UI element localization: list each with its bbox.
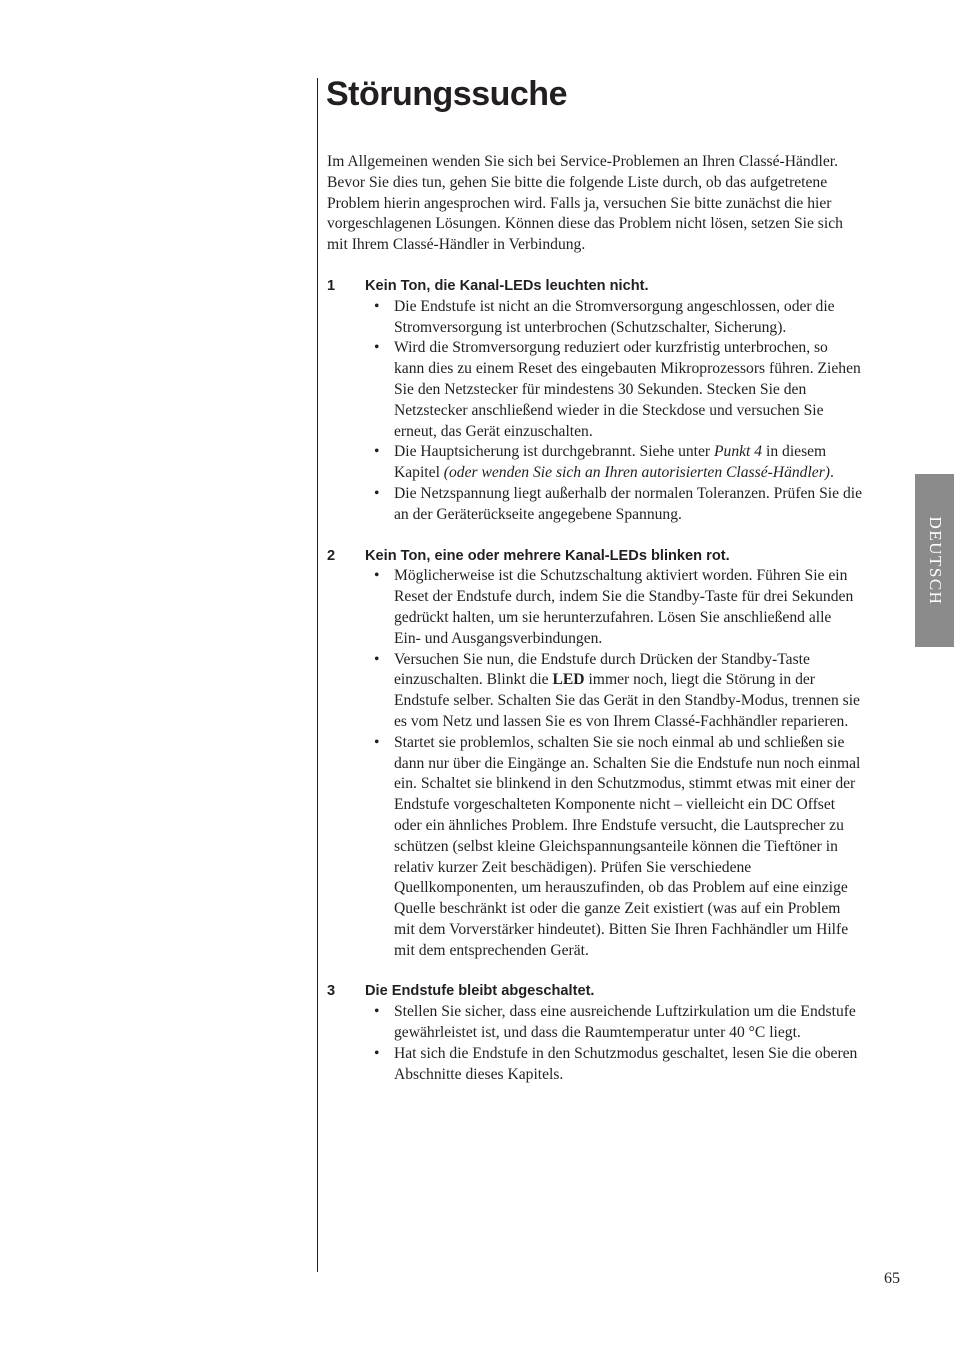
dealer-note: (oder wenden Sie sich an Ihren autorisierten Classé-Händler) [443,464,830,482]
intro-paragraph: Im Allgemeinen wenden Sie sich bei Service-Problemen an Ihren Classé-Händler. Bevor Sie dies tun, gehen Sie bitte die folgende Liste durch, ob das aufgetretene Problem hierin angesprochen wird. Falls ja, versuchen Sie bitte zunächst die hier vorgeschlagenen Lösungen. Können diese das Problem nicht lösen, setzen Sie sich mit Ihrem Classé-Händler in Verbindung. [327,153,843,254]
bullet-icon: • [374,733,380,751]
bullet-icon: • [374,297,380,315]
bullet-list [327,1002,862,1085]
section-3 [327,981,862,1085]
list-item: • Wird die Stromversorgung reduziert oder kurzfristig unterbrochen, so kann dies zu einem Reset des eingebauten Mikroprozessors führen. Ziehen Sie den Netzstecker für mindestens 30 Sekunden. Stecken Sie den Netzstecker anschließend wieder in die Steckdose und versuchen Sie erneut, das Gerät einzuschalten. [374,339,861,440]
list-item: • Die Hauptsicherung ist durchgebrannt. Siehe unter Punkt 4 in diesem Kapitel (oder wenden Sie sich an Ihren autorisierten Classé-Händler). [374,443,834,482]
section-title: Die Endstufe bleibt abgeschaltet. [365,983,595,1000]
section-number: 2 [327,547,336,564]
bullet-icon: • [374,650,380,668]
bullet-icon: • [374,339,380,357]
bullet-icon: • [374,484,380,502]
language-tab-label: DEUTSCH [925,516,945,605]
section-number: 1 [327,277,336,294]
list-item: • Die Netzspannung liegt außerhalb der normalen Toleranzen. Prüfen Sie die an der Geräterückseite angegebene Spannung. [374,484,863,523]
bullet-icon: • [374,1044,380,1062]
section-heading [327,981,862,1002]
section-heading [327,546,862,567]
section-1 [327,276,862,526]
bullet-icon: • [374,1003,380,1021]
vertical-rule [317,78,318,1272]
bullet-list [327,297,862,526]
cross-reference: Punkt 4 [714,443,763,461]
main-content [327,152,862,1105]
list-item: • Versuchen Sie nun, die Endstufe durch Drücken der Standby-Taste einzuschalten. Blinkt die LED immer noch, liegt die Störung in der Endstufe selber. Schalten Sie das Gerät in den Standby-Modus, trennen sie es vom Netz und lassen Sie es von Ihrem Classé-Fachhändler reparieren. [374,650,860,730]
list-item: • Die Endstufe ist nicht an die Stromversorgung angeschlossen, oder die Stromversorgung ist unterbrochen (Schutzschalter, Sicherung). [374,297,835,336]
section-2 [327,546,862,962]
section-title: Kein Ton, eine oder mehrere Kanal-LEDs blinken rot. [365,547,730,564]
list-item: • Möglicherweise ist die Schutzschaltung aktiviert worden. Führen Sie ein Reset der Endstufe durch, indem Sie die Standby-Taste für drei Sekunden gedrückt halten, um sie herunterzufahren. Lösen Sie anschließend alle Ein- und Ausgangsverbindungen. [374,567,854,647]
list-item: • Startet sie problemlos, schalten Sie sie noch einmal ab und schließen sie dann nur über die Eingänge an. Schalten Sie die Endstufe nun noch einmal ein. Schaltet sie blinkend in den Schutzmodus, stimmt etwas mit einer der Endstufe vorgeschalteten Komponente nicht – vielleicht ein DC Offset oder ein ähnliches Problem. Ihre Endstufe versucht, die Lautsprecher zu schützen (selbst kleine Gleichspannungsanteile können die Tieftöner in relativ kurzer Zeit beschädigen). Prüfen Sie verschiedene Quellkomponenten, um herauszufinden, ob das Problem auf eine einzige Quelle beschränkt ist oder die ganze Zeit existiert (was auf ein Problem mit dem Vorverstärker hindeutet). Bitten Sie Ihren Fachhändler um Hilfe mit dem entsprechenden Gerät. [374,733,861,959]
bullet-icon: • [374,443,380,461]
bullet-icon: • [374,567,380,585]
section-number: 3 [327,983,336,1000]
section-title: Kein Ton, die Kanal-LEDs leuchten nicht. [365,277,649,294]
list-item: • Hat sich die Endstufe in den Schutzmodus geschaltet, lesen Sie die oberen Abschnitte dieses Kapitels. [374,1044,858,1083]
page-title: Störungssuche [326,75,567,113]
bullet-list [327,566,862,961]
led-term: LED [552,671,585,689]
section-heading [327,276,862,297]
page-number: 65 [884,1270,900,1287]
list-item: • Stellen Sie sicher, dass eine ausreichende Luftzirkulation um die Endstufe gewährleistet ist, und dass die Raumtemperatur unter 40 °C liegt. [374,1003,856,1042]
language-tab [915,474,954,647]
